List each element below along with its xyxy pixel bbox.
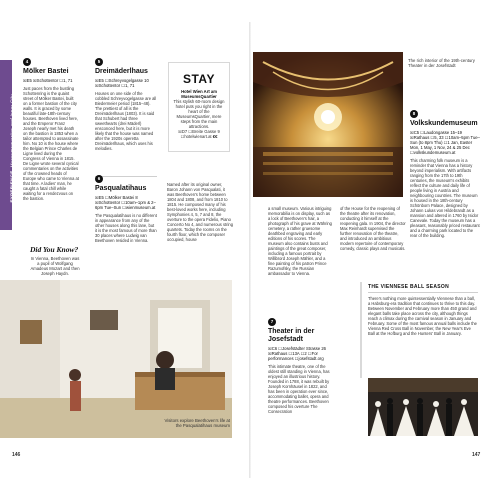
entry-number-badge: 4 — [23, 58, 31, 66]
museum-room-illustration — [0, 280, 232, 438]
entry-meta: ☒C5 ☐Laudongasse 15–19 ☒Rathaus ☐5, 33 ☐10am–5pm Tue–Sun (to 8pm Thu) ☐1 Jan, Easter Mon, 1 May, 1 Nov, 24 & 25 Dec ☐volkskundemuseum.at — [410, 130, 480, 155]
entry-meta: ☒E5 ☐Mölker Bastei 8 ☒Schottentor ☐10am–1pm & 2–6pm Tue–Sun ☐wienmuseum.at — [95, 195, 156, 210]
entry-body: This intimate theatre, one of the oldest still standing in Vienna, has enjoyed an illustrious history. Founded in 1788, it was rebuilt by Joseph Kornhäusel in 1822, and has been in operation ever since, accommodating ballet, opera and theatre performances. Beethoven composed his overture The Consecration — [268, 364, 330, 414]
text-column-museum: a small museum. Various intriguing memorabilia is on display, such as a lock of Beethoven's hair, a photograph of his grave at Währing cemetery, a rather gruesome deathbed engraving and early editions of his scores. The museum also contains busts and paintings of the great composer, including a famous portrait by Willibrord Joseph Mähler, and a fine painting of his patron Prince Razumofsky, the Russian ambassador to Vienna. — [268, 206, 332, 276]
section-side-label — [2, 60, 15, 230]
entry-body: The Pasqualatihaus is no different in appearance from any of the other houses along this lane, but it is the most famous of more than 30 places where Ludwig van Beethoven resided in Vienna. — [95, 213, 157, 243]
entry-body: This charming folk museum is a reminder that Vienna has a history beyond imperialism. With artifacts ranging from the 17th to 19th centuries, the museum's exhibits reflect the culture and daily life of people living in Austria and neighbouring countries. The museum is housed in the 18th-century Schönborn Palace, designed by Johann Lukas von Hildebrandt as a mansion and altered in 1760 by Isidor Canevale. Today the museum has a pleasant, reasonably priced restaurant and a charming park located to the rear of the building. — [410, 158, 480, 238]
beethoven-museum-photo — [0, 280, 232, 438]
entry-theater-josefstadt — [268, 318, 332, 449]
ball-season-title: THE VIENNESE BALL SEASON — [368, 284, 478, 293]
entry-meta: ☒C6 ☐Josefstädter Strasse 26 ☒Rathaus ☐13A ☐2 ☐For performances ☐josefstadt.org — [268, 346, 327, 361]
entry-dreimaderlhaus — [95, 58, 157, 180]
stay-meta: ☒D7 ☐Breite Gasse 9 ☐hotelwienart.at — [178, 129, 220, 139]
entry-number-badge: 6 — [95, 175, 103, 183]
entry-molker-bastei — [23, 58, 79, 246]
book-gutter — [249, 22, 251, 478]
entry-title: Pasqualatihaus — [95, 185, 147, 192]
stay-box — [168, 62, 230, 152]
entry-title: Theater in der Josefstadt — [268, 328, 315, 343]
entry-meta: ☒E5 ☐Schreyvogelgasse 10 ☒Schottentor ☐1, 71 — [95, 78, 149, 88]
stay-body — [172, 89, 226, 139]
entry-number-badge: 5 — [95, 58, 103, 66]
did-you-know-title: Did You Know? — [30, 245, 79, 254]
ball-dancers-illustration — [368, 378, 478, 436]
stay-hotel-name: Hotel Wien Art am MuseumsQuartier — [181, 89, 217, 99]
ball-season-body: There's nothing more quintessentially Viennese than a ball, a Habsburg-era tradition that continues to thrive to this day. Between November and February more than 450 grand and elegant balls take place across the city, although things reach a climax during the carnival season in January and February. Some of the most famous annual balls include the Vienna Red Cross Ball in November, the New Year's Eve Ball at the Hofburg and the Hunters' Ball in January. — [368, 296, 477, 336]
side-label-section: EXPERIENCE — [9, 170, 15, 203]
stay-price: €€ — [212, 134, 218, 139]
entry-number-badge: 7 — [268, 318, 276, 326]
entry-body: Houses on one side of the cobbled Schreyvogelgasse are all Biedermeier period (1815–48). The prettiest of all is the Dreimäderlhaus (1803). It is said that Schubert had three sweethearts (drei Mäderl) ensconced here, but it is more likely that the house was named after the 1920s operetta Dreimäderlhaus, which uses his melodies. — [95, 91, 157, 151]
stay-description: This stylish 60-room design hotel puts you right in the heart of the MuseumsQuartier, mere steps from the main attractions. — [173, 99, 225, 129]
page-number-left: 146 — [12, 452, 21, 458]
ball-box-rule — [360, 282, 362, 378]
entry-pasqualatihaus — [95, 175, 157, 263]
stay-title: STAY — [182, 72, 215, 86]
text-column-theater-continued: of the House for the reopening of the theatre after its renovation, conducting it himself at the reopening gala. In 1904, the director Max Reinhardt supervised the further renovation of the theatre, and introduced an ambitious modern repertoire of contemporary comedy, classic plays and musicals. — [340, 206, 406, 251]
page-number-right: 147 — [472, 452, 481, 458]
viennese-ball-photo — [368, 378, 478, 436]
theater-interior-illustration — [253, 52, 403, 197]
did-you-know-body: In Vienna, Beethoven was a pupil of Wolfgang Amadeus Mozart and then Joseph Haydn. — [30, 256, 80, 276]
photo-caption-museum: Visitors explore Beethoven's life at the Pasqualatihaus museum — [164, 418, 230, 429]
entry-title: Dreimäderlhaus — [95, 68, 148, 75]
entry-number-badge: 8 — [410, 110, 418, 118]
entry-title: Mölker Bastei — [23, 68, 69, 75]
side-label-area: Museumsquartier and Inner City — [9, 94, 15, 168]
entry-volkskundemuseum — [410, 110, 480, 293]
entry-body: Just paces from the bustling Schottenring is the quaint street of Mölker Bastei, built on a former bastion of the city walls. It is graced by some beautiful late-18th-century houses. Beethoven lived here, and the Emperor Franz Joseph nearly met his death on the bastion in 1853 when a tailor attempted to assassinate him. No 10 is the house where the Belgian Prince Charles de Ligne lived during the Congress of Vienna in 1815. De Ligne wrote several cynical commentaries on the activities of the crowned heads of Europe who came to Vienna at that time. A ladies' man, he caught a fatal chill while waiting for a rendezvous on the bastion. — [23, 86, 79, 201]
text-column-pasqualati-continued: Named after its original owner, Baron Johann von Pasqualati, it was Beethoven's home between 1804 and 1808, and from 1810 to 1815. He composed many of his best-loved works here, including Symphonies 4, 5, 7 and 8, the overture to the opera Fidelio, Piano Concerto No 4, and numerous string quartets. Today the rooms on the fourth floor, which the composer occupied, house — [167, 182, 233, 242]
entry-title: Volkskundemuseum — [410, 120, 478, 127]
photo-caption-theater: The rich interior of the 19th-century Theater in der Josefstadt — [408, 58, 475, 69]
theater-interior-photo — [253, 52, 403, 197]
ball-season-box — [368, 284, 478, 376]
entry-meta: ☒E5 ☒Schottentor ☐1, 71 — [23, 78, 73, 83]
